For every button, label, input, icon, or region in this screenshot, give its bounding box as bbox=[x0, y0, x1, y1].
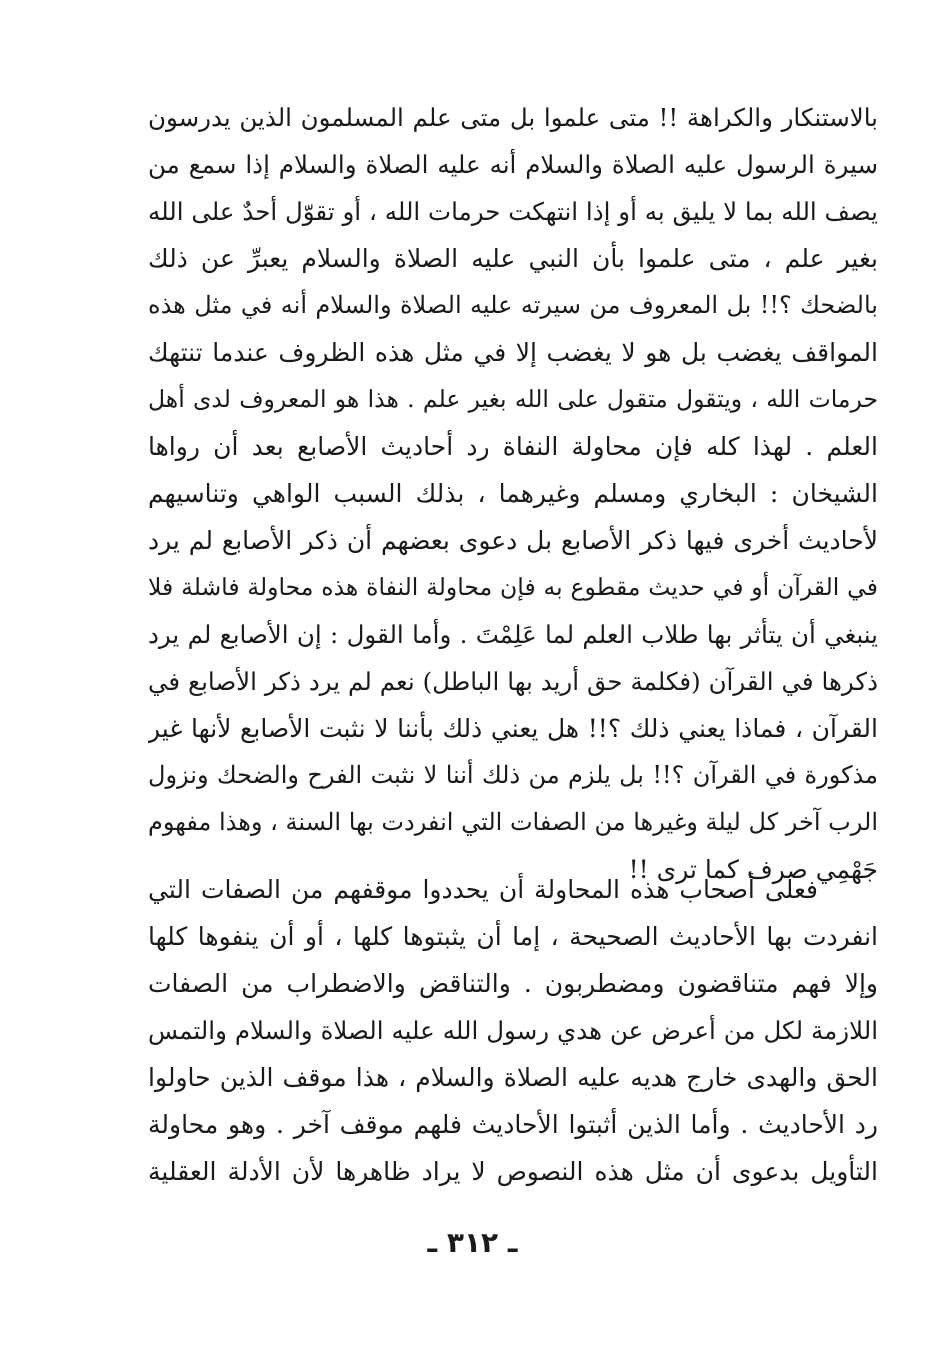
text-line: جَهْمِي صرف كما ترى !! bbox=[628, 855, 878, 884]
text-line: حرمات الله ، ويتقول متقول على الله بغير علم . هذا هو المعروف لدى أهل bbox=[148, 385, 878, 413]
text-line: بغير علم ، متى علموا بأن النبي عليه الصلاة والسلام يعبرِّ عن ذلك bbox=[148, 244, 878, 273]
text-line: في القرآن أو في حديث مقطوع به فإن محاولة النفاة هذه محاولة فاشلة فلا bbox=[148, 573, 878, 601]
text-line: وإلا فهم متناقضون ومضطربون . والتناقض والاضطراب من الصفات bbox=[148, 969, 878, 998]
paragraph-1 bbox=[148, 94, 878, 893]
text-line: سيرة الرسول عليه الصلاة والسلام أنه عليه الصلاة والسلام إذا سمع من bbox=[148, 150, 878, 179]
text-line: المواقف يغضب بل هو لا يغضب إلا في مثل هذه الظروف عندما تنتهك bbox=[148, 338, 878, 367]
text-line: الحق والهدى خارج هديه عليه الصلاة والسلام ، هذا موقف الذين حاولوا bbox=[148, 1063, 878, 1092]
text-line: لأحاديث أخرى فيها ذكر الأصابع بل دعوى بعضهم أن ذكر الأصابع لم يرد bbox=[148, 526, 878, 555]
text-line: التأويل بدعوى أن مثل هذه النصوص لا يراد ظاهرها لأن الأدلة العقلية bbox=[148, 1157, 878, 1186]
text-line: الرب آخر كل ليلة وغيرها من الصفات التي انفردت بها السنة ، وهذا مفهوم bbox=[148, 808, 878, 836]
text-line: ينبغي أن يتأثر بها طلاب العلم لما عَلِمْتَ . وأما القول : إن الأصابع لم يرد bbox=[148, 620, 878, 649]
text-line: اللازمة لكل من أعرض عن هدي رسول الله عليه الصلاة والسلام والتمس bbox=[148, 1016, 878, 1045]
page-number: ـ ٣١٢ ـ bbox=[427, 1226, 518, 1259]
text-line: الشيخان : البخاري ومسلم وغيرهما ، بذلك السبب الواهي وتناسيهم bbox=[148, 479, 878, 508]
text-line: مذكورة في القرآن ؟!! بل يلزم من ذلك أننا لا نثبت الفرح والضحك ونزول bbox=[148, 761, 878, 789]
text-line: العلم . لهذا كله فإن محاولة النفاة رد أحاديث الأصابع بعد أن رواها bbox=[148, 432, 878, 461]
text-line: ذكرها في القرآن (فكلمة حق أريد بها الباطل) نعم لم يرد ذكر الأصابع في bbox=[148, 667, 878, 696]
text-line: انفردت بها الأحاديث الصحيحة ، إما أن يثبتوها كلها ، أو أن ينفوها كلها bbox=[148, 922, 878, 951]
paragraph-2 bbox=[148, 866, 878, 1195]
text-line: فعلى أصحاب هذه المحاولة أن يحددوا موقفهم من الصفات التي bbox=[148, 875, 818, 904]
text-line: بالضحك ؟!! بل المعروف من سيرته عليه الصلاة والسلام أنه في مثل هذه bbox=[148, 291, 878, 319]
text-line: رد الأحاديث . وأما الذين أثبتوا الأحاديث فلهم موقف آخر . وهو محاولة bbox=[148, 1110, 878, 1139]
text-line: يصف الله بما لا يليق به أو إذا انتهكت حرمات الله ، أو تقوّل أحدٌ على الله bbox=[148, 197, 878, 226]
text-line: بالاستنكار والكراهة !! متى علموا بل متى علم المسلمون الذين يدرسون bbox=[148, 103, 878, 132]
text-line: القرآن ، فماذا يعني ذلك ؟!! هل يعني ذلك بأننا لا نثبت الأصابع لأنها غير bbox=[148, 714, 878, 743]
